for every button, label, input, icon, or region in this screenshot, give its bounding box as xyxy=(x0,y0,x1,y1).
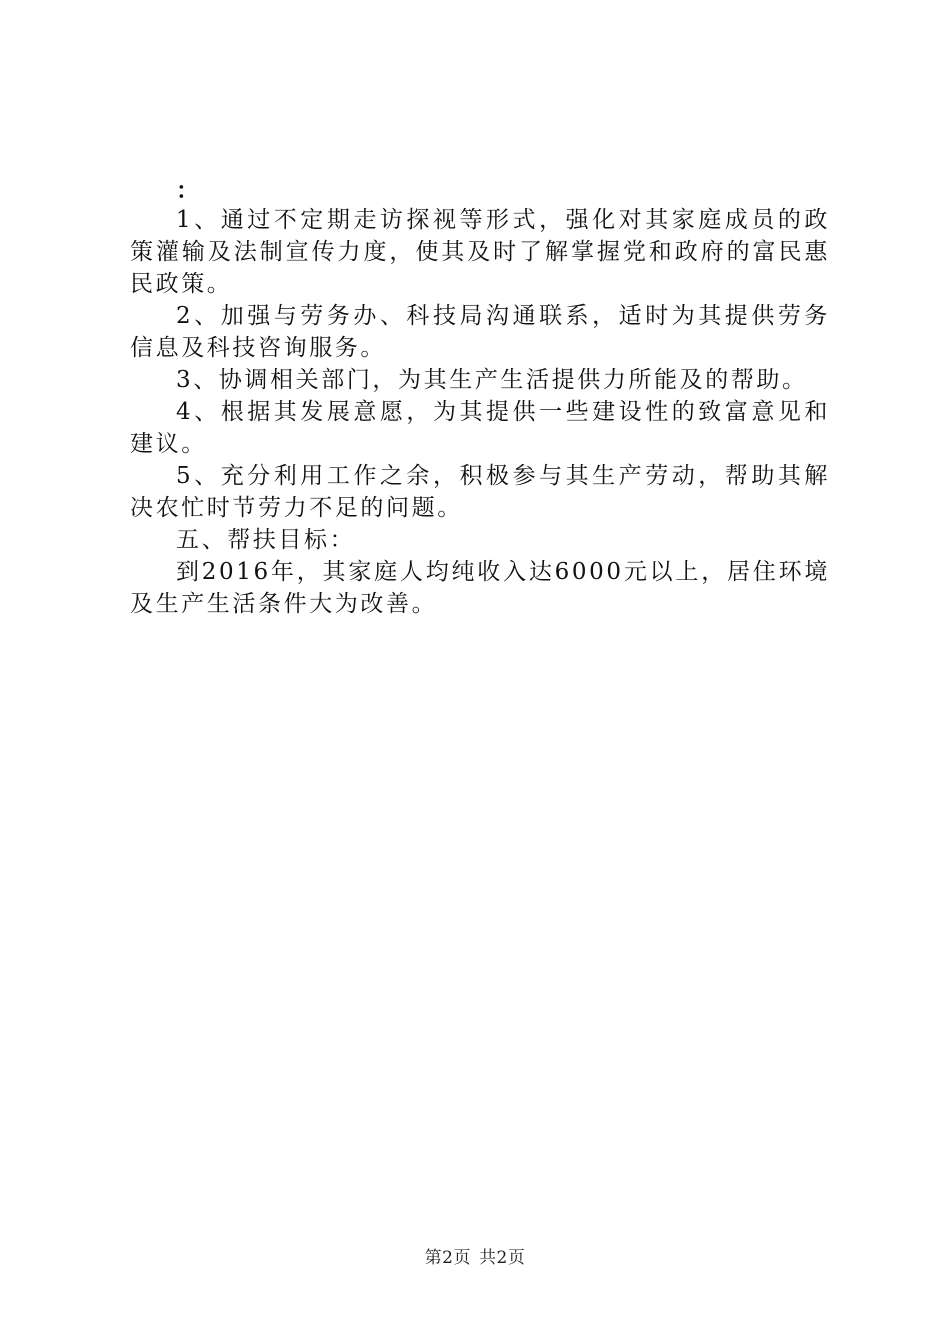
paragraph-goals: 到2016年，其家庭人均纯收入达6000元以上，居住环境及生产生活条件大为改善。 xyxy=(130,559,830,617)
section-heading-goals: 五、帮扶目标： xyxy=(176,527,356,553)
paragraph-measure-3: 3、协调相关部门，为其生产生活提供力所能及的帮助。 xyxy=(176,367,808,393)
paragraph-measure-4: 4、根据其发展意愿，为其提供一些建设性的致富意见和建议。 xyxy=(130,399,830,457)
paragraph-measure-1: 1、通过不定期走访探视等形式，强化对其家庭成员的政策灌输及法制宣传力度，使其及时了解掌握党和政府的富民惠民政策。 xyxy=(130,207,830,297)
page-number-current: 第2页 xyxy=(424,1248,471,1268)
page-number-total: 共2页 xyxy=(479,1248,526,1268)
colon-line: ： xyxy=(176,177,202,204)
page-footer xyxy=(0,1243,950,1268)
document-body xyxy=(130,178,830,620)
paragraph-measure-2: 2、加强与劳务办、科技局沟通联系，适时为其提供劳务信息及科技咨询服务。 xyxy=(130,303,830,361)
paragraph-measure-5: 5、充分利用工作之余，积极参与其生产劳动，帮助其解决农忙时节劳力不足的问题。 xyxy=(130,463,830,521)
